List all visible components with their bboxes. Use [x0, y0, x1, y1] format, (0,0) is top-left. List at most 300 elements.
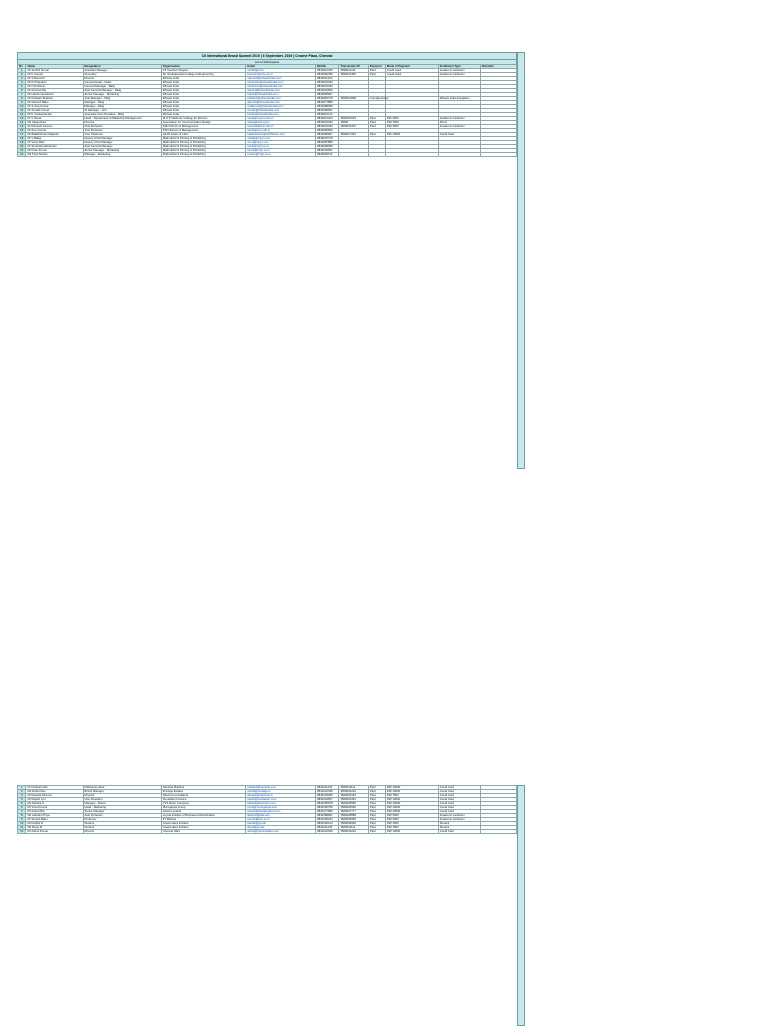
table-cell: Mr S Ramesh — [26, 77, 83, 81]
table-row — [18, 830, 517, 834]
table-cell: Asst General Manager - Mktg — [83, 89, 161, 93]
table-cell: Credit Card — [438, 806, 480, 810]
table-cell: 9840077889 — [316, 101, 339, 105]
table-cell: 9840155678 — [316, 802, 339, 806]
table-cell: neela@mopvc.edu.in — [246, 117, 316, 121]
table-cell: 6 — [18, 806, 26, 810]
table-cell: General Head - Sales — [83, 81, 161, 85]
table-cell: INR 7500 — [385, 794, 438, 798]
table-cell: Ms Priya Mohan — [26, 153, 83, 157]
table-cell: Wheels India — [161, 93, 246, 97]
table-cell: INR 10000 — [385, 786, 438, 790]
table-cell: 9840199012 — [316, 818, 339, 822]
table-cell: arunk@ssn.edu.in — [246, 129, 316, 133]
table-cell: INR 10000 — [385, 810, 438, 814]
table-cell: Academic institution — [438, 69, 480, 73]
table-cell: 4560029999 — [339, 818, 369, 822]
table-cell: divya@gl.edu — [246, 826, 316, 830]
table-cell: Academic institution — [438, 117, 480, 121]
participant-sheet-2 — [17, 785, 517, 834]
table-cell: 4560024444 — [339, 798, 369, 802]
table-cell: Sri Venkateswara College of Engineering — [161, 73, 246, 77]
table-cell: sunilr@mpp.co.in — [246, 145, 316, 149]
table-cell: 2 — [18, 73, 26, 77]
table-cell: Mr Sunil Ramakrishnan — [26, 145, 83, 149]
table-cell: 9840056789 — [316, 73, 339, 77]
table-cell: 7 — [18, 93, 26, 97]
table-cell: 4560031111 — [339, 826, 369, 830]
table-cell: Manager - Brand — [83, 802, 161, 806]
table-cell: Mr Suresh Babu — [26, 818, 83, 822]
table-cell — [339, 153, 369, 157]
table-cell: Complimentary — [369, 96, 389, 100]
table-cell: 13 — [18, 117, 26, 121]
table-cell: 4560030000 — [339, 822, 369, 826]
table-cell: 10 — [18, 105, 26, 109]
table-cell: 9840111235 — [316, 826, 339, 830]
table-cell: Mr V Balaji — [26, 137, 83, 141]
participants-table — [17, 64, 517, 157]
column-header: Transaction ID — [339, 65, 369, 69]
table-cell: 9840111234 — [316, 786, 339, 790]
column-header: Mobile — [316, 65, 339, 69]
table-cell: Academic institution — [438, 125, 480, 129]
table-cell: Manager - Mktg — [83, 101, 161, 105]
table-cell: Paid — [368, 802, 385, 806]
table-cell: Paid — [368, 786, 385, 790]
table-cell: Mr Ashok Kumar — [26, 830, 83, 834]
table-cell: Asst Professor — [83, 129, 161, 133]
column-header: Instalment Type — [438, 65, 480, 69]
table-cell: Head - Marketing — [83, 806, 161, 810]
table-cell: Mr S Siva Kumar — [26, 105, 83, 109]
table-cell: Deputy Chief Manager — [83, 137, 161, 141]
table-cell: Academic institution — [438, 818, 480, 822]
table-cell: Associate Vice President - Mktg — [83, 113, 161, 117]
table-cell: Student — [438, 822, 480, 826]
table-cell: 45600 — [339, 121, 369, 125]
table-cell: Director — [83, 794, 161, 798]
column-header: Remarks — [480, 65, 516, 69]
table-cell: Paid — [368, 125, 385, 129]
table-cell: Ashok Leyland — [161, 810, 246, 814]
table-cell: deepak@sharmac.in — [246, 794, 316, 798]
table-cell: 2 — [18, 790, 26, 794]
table-cell: Senior Manager - Marketing — [83, 93, 161, 97]
column-header: Designation — [83, 65, 161, 69]
table-cell — [480, 153, 516, 157]
table-cell: Great Lakes Institute — [161, 826, 246, 830]
table-cell: Mr Srinath Kumar — [26, 109, 83, 113]
table-cell: kvivek@wheelsindia.com — [246, 113, 316, 117]
table-cell: prakash@wheelsindia.com — [246, 97, 316, 101]
table-cell: Mr Karthik R — [26, 822, 83, 826]
table-cell: General Manager - Mktg — [83, 85, 161, 89]
table-cell: 20 — [18, 145, 26, 149]
table-cell: 22 — [18, 153, 26, 157]
table-cell: 9840022334 — [316, 81, 339, 85]
table-cell: 9840010112 — [316, 113, 339, 117]
table-cell: Mr K Vivekanandan — [26, 113, 83, 117]
table-cell: Mr Rajesh Iyer — [26, 798, 83, 802]
table-cell: 9840076778 — [316, 137, 339, 141]
table-cell: Manager - Marketing — [83, 153, 161, 157]
table-cell: INR 10000 — [385, 806, 438, 810]
column-header: Name — [26, 65, 83, 69]
table-cell: kirank@mpp.co.in — [246, 149, 316, 153]
table-cell: Sharma Consultants — [161, 794, 246, 798]
table-cell: Mr Deepak Sharma — [26, 794, 83, 798]
table-cell: 9840066778 — [316, 97, 339, 101]
table-cell: Mr Prakash Nair — [26, 786, 83, 790]
table-cell — [368, 153, 385, 157]
table-cell: 16 — [18, 129, 26, 133]
table-cell: INR 3000 — [385, 818, 438, 822]
table-cell: Paid — [368, 814, 385, 818]
table-cell: INR 7500 — [385, 121, 438, 125]
table-cell: kavitha@tvsmotor.com — [246, 802, 316, 806]
column-header: Payment — [368, 65, 385, 69]
table-cell: Mr Senthil Kumar — [26, 69, 83, 73]
table-cell: Credit Card — [438, 790, 480, 794]
table-cell: IIT Madras — [161, 818, 246, 822]
table-cell: Wheels India — [161, 81, 246, 85]
table-cell: Mr Venu Mani — [26, 141, 83, 145]
table-cell: 8 — [18, 814, 26, 818]
table-cell: Mathrubhumi Printing & Publishing — [161, 149, 246, 153]
table-cell: INR 10000 — [385, 830, 438, 834]
table-cell: 4560022222 — [339, 790, 369, 794]
table-cell: Paid — [368, 810, 385, 814]
table-cell: Mr Prakash Shankar — [26, 97, 83, 101]
table-cell: Credit Card — [385, 69, 438, 73]
table-cell: Deputy Chief Manager — [83, 141, 161, 145]
table-cell: 9840011223 — [316, 77, 339, 81]
table-cell: Mathrubhumi Printing & Publishing — [161, 137, 246, 141]
table-cell: 4560012211 — [339, 69, 369, 73]
table-cell: Paid — [368, 822, 385, 826]
table-cell: Wheels India — [161, 77, 246, 81]
table-cell: Senior Manager — [83, 810, 161, 814]
table-cell: Paid — [368, 826, 385, 830]
sheet-title: CII International Brand Summit 2019 | 6 September, 2019 | Crowne Plaza, Chennai — [17, 52, 517, 60]
table-cell: 14 — [18, 121, 26, 125]
table-cell: 9840044556 — [316, 89, 339, 93]
table-cell: Mr Arun Kumar — [26, 129, 83, 133]
table-cell: 15 — [18, 125, 26, 129]
table-cell: 11 — [18, 109, 26, 113]
table-cell: 4 — [18, 798, 26, 802]
sheet-edge-strip — [517, 52, 525, 469]
table-cell — [385, 153, 438, 157]
table-cell: Credit Card — [438, 794, 480, 798]
table-cell: Great Lakes Institute — [161, 822, 246, 826]
table-cell: Mr Vinod Kumar — [26, 806, 83, 810]
table-cell: 9840122346 — [316, 830, 339, 834]
table-cell: Paid — [368, 830, 385, 834]
table-cell: Vice President — [83, 798, 161, 802]
table-cell: Asst Professor — [83, 814, 161, 818]
table-cell: 4560023333 — [339, 794, 369, 798]
table-cell: Ms Divya M — [26, 826, 83, 830]
table-cell: 9840144567 — [316, 798, 339, 802]
table-cell: Prestige Estates — [161, 790, 246, 794]
table-cell: Assistant Manager — [83, 69, 161, 73]
table-cell: Mathrubhumi Printing & Publishing — [161, 141, 246, 145]
table-cell: 9840055667 — [316, 93, 339, 97]
table-cell: Mr R Chandran — [26, 81, 83, 85]
table-cell: 4560028888 — [339, 814, 369, 818]
table-cell: harish@wheelsindia.com — [246, 93, 316, 97]
table-cell: Wheels India — [161, 113, 246, 117]
table-cell: rajesh@sundaram.com — [246, 798, 316, 802]
table-cell: 21 — [18, 149, 26, 153]
table-cell: Chennai Silks — [161, 830, 246, 834]
table-cell: Credit Card — [438, 133, 480, 137]
table-cell: sivakumar@wheelsindia.com — [246, 105, 316, 109]
table-cell — [438, 153, 480, 157]
table-cell: 17 — [18, 133, 26, 137]
table-cell: 5 — [18, 85, 26, 89]
table-cell: Academic institution — [438, 73, 480, 77]
table-cell: Aarthi Scans & Labs — [161, 133, 246, 137]
table-cell: Credit Card — [438, 786, 480, 790]
table-cell: Mr N Krishnan — [26, 85, 83, 89]
table-cell: SSN School of Management — [161, 129, 246, 133]
table-cell: Paid — [368, 69, 385, 73]
table-cell: Paid — [368, 806, 385, 810]
table-cell: aravind@wheelsindia.com — [246, 89, 316, 93]
table-cell: CII Southern Region — [161, 69, 246, 73]
table-cell: 9840029112 — [316, 153, 339, 157]
sheet-edge-strip-2 — [517, 785, 525, 1026]
table-cell: 9840122345 — [316, 790, 339, 794]
table-cell: Asst General Manager — [83, 145, 161, 149]
table-cell: 9840098990 — [316, 145, 339, 149]
table-cell: vbalaji@mpp.co.in — [246, 137, 316, 141]
table-cell: INR 1500 — [385, 822, 438, 826]
table-cell: Mr K Suresh — [26, 73, 83, 77]
table-cell: Ms Anitha Rao — [26, 790, 83, 794]
table-cell: Paid — [368, 790, 385, 794]
table-cell: vinod@murugappa.com — [246, 806, 316, 810]
table-cell: Wheels India — [161, 109, 246, 113]
table-cell: 9840133456 — [316, 794, 339, 798]
table-cell: Credit Card — [385, 73, 438, 77]
table-cell: Paid — [368, 818, 385, 822]
table-cell: Loyola Institute of Business Administration — [161, 814, 246, 818]
participant-sheet-1 — [17, 52, 517, 157]
table-cell: Wheels India — [161, 97, 246, 101]
table-cell: INR 10000 — [385, 790, 438, 794]
table-cell: Mr Ramesh Kannan — [26, 125, 83, 129]
table-cell: Director — [83, 77, 161, 81]
table-cell: Mr Anand Raj — [26, 810, 83, 814]
table-cell: 9840012345 — [316, 69, 339, 73]
table-cell: 4560025555 — [339, 802, 369, 806]
table-cell: 9840088990 — [316, 105, 339, 109]
table-cell: suresh@iitm.ac.in — [246, 818, 316, 822]
table-cell: Asst Professor — [83, 125, 161, 129]
column-header: Organisation — [161, 65, 246, 69]
table-cell: 4560026666 — [339, 806, 369, 810]
table-cell: karthik@gl.edu — [246, 822, 316, 826]
table-cell: balakrishnan@aarthiscan.com — [246, 133, 316, 137]
table-cell: lakshmi@liba.edu — [246, 814, 316, 818]
table-cell: Ms Vijaya Ravi — [26, 121, 83, 125]
sheet-subtitle: List of Participants — [17, 60, 517, 64]
table-cell: M.O.P Vaishnav College for Women — [161, 117, 246, 121]
table-cell: 8 — [18, 97, 26, 101]
table-cell: Senior Manager - Marketing — [83, 149, 161, 153]
table-cell: priyam@mpp.co.in — [246, 153, 316, 157]
table-cell: Director — [83, 121, 161, 125]
table-cell: senthil@cii.in — [246, 69, 316, 73]
table-cell: INR 10000 — [385, 798, 438, 802]
table-cell: TVS Motor Company — [161, 802, 246, 806]
table-cell: 9840065667 — [316, 133, 339, 137]
table-cell: ganesh@wheelsindia.com — [246, 101, 316, 105]
participants-table-continued — [17, 785, 517, 834]
table-cell: Student — [83, 826, 161, 830]
table-cell: Credit Card — [438, 830, 480, 834]
table-cell: Direct — [438, 121, 480, 125]
table-cell: Mr Ganesh Babu — [26, 101, 83, 105]
table-cell: Credit Card — [438, 798, 480, 802]
table-cell: 9840019001 — [316, 149, 339, 153]
table-cell: venu@mpp.co.in — [246, 141, 316, 145]
table-cell: Paid — [368, 117, 385, 121]
table-cell: INR 10000 — [385, 802, 438, 806]
table-cell: 9840188901 — [316, 814, 339, 818]
table-cell: 9840099001 — [316, 109, 339, 113]
table-cell: Mr Kiran Kumar — [26, 149, 83, 153]
table-cell: Asst Manager - Mktg — [83, 97, 161, 101]
table-cell: Mr Aravind Raj — [26, 89, 83, 93]
table-cell: 4560017391 — [339, 133, 369, 137]
table-cell: Student — [438, 826, 480, 830]
table-cell: vijaya@acd.org.in — [246, 121, 316, 125]
table-row — [18, 153, 517, 157]
table-cell: Dr S Neela — [26, 117, 83, 121]
table-cell: Wheels India — [161, 85, 246, 89]
column-header: Mode of Payment — [385, 65, 438, 69]
table-cell: Paid — [368, 794, 385, 798]
table-cell: sramesh@wheelsindia.com — [246, 77, 316, 81]
table-cell: 4560015923 — [339, 117, 369, 121]
table-cell: Mr Balakrishnan Rajaram — [26, 133, 83, 137]
table-cell: Director — [83, 830, 161, 834]
table-cell: Marketing Head — [83, 786, 161, 790]
table-cell: Head - Department of Marketing Management — [83, 117, 161, 121]
table-cell: rameshk@ssn.edu.in — [246, 125, 316, 129]
table-cell: Ms Kavitha S — [26, 802, 83, 806]
table-cell: anand@ashokleyland.com — [246, 810, 316, 814]
table-cell: Sundaram Finance — [161, 798, 246, 802]
table-cell: 4560014689 — [339, 97, 369, 101]
table-cell: 4560032222 — [339, 830, 369, 834]
table-cell: Paid — [368, 798, 385, 802]
table-cell: 7 — [18, 810, 26, 814]
table-cell: Association for Communication Design — [161, 121, 246, 125]
table-cell: 9840021223 — [316, 117, 339, 121]
table-cell: Vice Chairman — [83, 133, 161, 137]
table-cell: anitha@prestige.in — [246, 790, 316, 794]
table-cell: INR 10000 — [385, 133, 438, 137]
table-cell: Paid — [368, 121, 385, 125]
table-cell: 11 — [18, 826, 26, 830]
table-cell: INR 2500 — [385, 117, 438, 121]
table-cell: Professor — [83, 818, 161, 822]
table-cell: ashok@chennaisilks.com — [246, 830, 316, 834]
table-cell: 19 — [18, 141, 26, 145]
table-cell: INR 3000 — [385, 814, 438, 818]
table-cell: Mathrubhumi Printing & Publishing — [161, 153, 246, 157]
table-cell: ksuresh@svce.ac.in — [246, 73, 316, 77]
table-cell: Brand Manager — [83, 790, 161, 794]
table-cell: 9 — [18, 818, 26, 822]
table-cell: 1 — [18, 69, 26, 73]
table-cell: Wheels India delegation — [438, 97, 480, 101]
table-cell: Nambiar Builders — [161, 786, 246, 790]
table-cell: 9840054556 — [316, 129, 339, 133]
table-cell: 4 — [18, 81, 26, 85]
table-cell: 4560016157 — [339, 125, 369, 129]
table-cell: prakash@nambiar.com — [246, 786, 316, 790]
table-cell: Wheels India — [161, 89, 246, 93]
column-header: No — [18, 65, 26, 69]
table-cell: 18 — [18, 137, 26, 141]
table-cell: Murugappa Group — [161, 806, 246, 810]
table-cell: Paid — [368, 133, 385, 137]
table-cell: Ms Lakshmi Priya — [26, 814, 83, 818]
table-cell: 4560027777 — [339, 810, 369, 814]
table-cell: 12 — [18, 113, 26, 117]
table-cell: 3 — [18, 794, 26, 798]
table-cell: Student — [83, 822, 161, 826]
table-cell — [480, 830, 516, 834]
table-cell: Sr Manager - Unit — [83, 109, 161, 113]
table-cell: 6 — [18, 89, 26, 93]
table-cell: 5 — [18, 802, 26, 806]
table-cell: 9840032334 — [316, 121, 339, 125]
table-cell: Secretary — [83, 73, 161, 77]
table-cell: 3 — [18, 77, 26, 81]
table-cell: 9 — [18, 101, 26, 105]
table-cell: Credit Card — [438, 802, 480, 806]
table-cell: 4560021111 — [339, 786, 369, 790]
table-cell: Credit Card — [438, 810, 480, 814]
table-cell: Academic institution — [438, 814, 480, 818]
table-cell: 4560013455 — [339, 73, 369, 77]
table-cell: Wheels India — [161, 101, 246, 105]
table-cell: 9840043445 — [316, 125, 339, 129]
table-cell: 12 — [18, 830, 26, 834]
table-cell: 10 — [18, 822, 26, 826]
table-cell: 9840177890 — [316, 810, 339, 814]
table-cell: INR 3000 — [385, 125, 438, 129]
table-cell: Mr Harish Venkatesh — [26, 93, 83, 97]
table-cell: Mathrubhumi Printing & Publishing — [161, 145, 246, 149]
table-cell: 9840166789 — [316, 806, 339, 810]
table-cell: Wheels India — [161, 105, 246, 109]
table-cell: nkrishnan@wheelsindia.com — [246, 85, 316, 89]
table-cell: srinath@wheelsindia.com — [246, 109, 316, 113]
table-cell: SSN School of Management — [161, 125, 246, 129]
table-cell: 9840087889 — [316, 141, 339, 145]
table-cell: INR 1500 — [385, 826, 438, 830]
table-cell: 9840033445 — [316, 85, 339, 89]
